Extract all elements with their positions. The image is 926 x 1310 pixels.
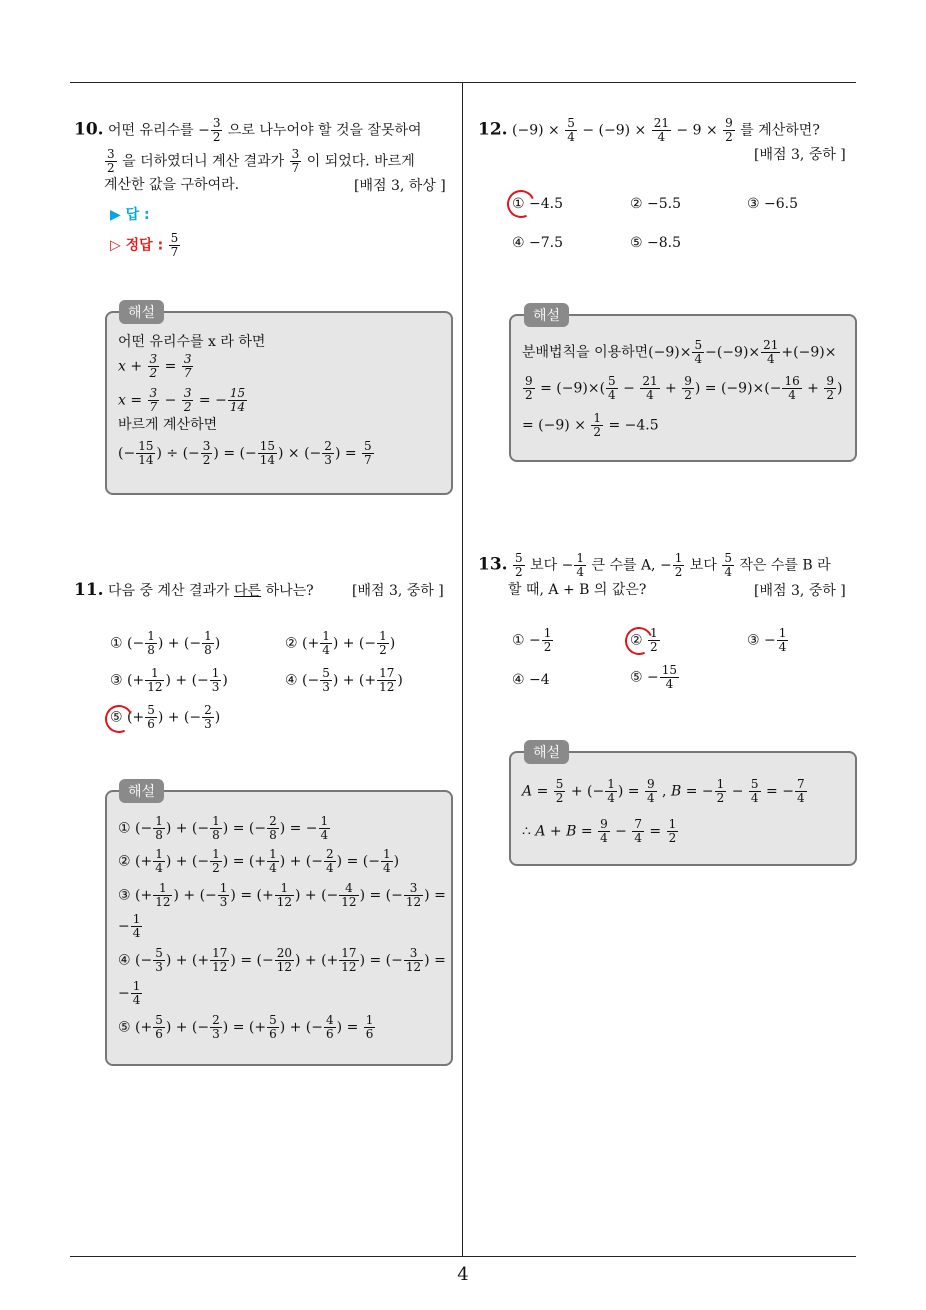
option-5[interactable]: ⑤ −8.5 [630,235,681,251]
option-3[interactable]: ③ −6.5 [747,196,798,212]
question-number: 11. [74,580,104,600]
fraction: $\frac{3}{7}$ [291,147,300,175]
page-number: 4 [457,1264,469,1285]
solution-tag: 해설 [524,303,569,327]
option-4[interactable]: ④ (− $\frac{5}{3}$ ) + (+ $\frac{17}{12}$ ) [285,666,403,694]
question-meta: [배점 3, 중하 ] [754,147,846,163]
option-1[interactable]: ① − $\frac{1}{2}$ [512,626,552,654]
bottom-rule [70,1256,856,1257]
top-rule [70,82,856,83]
option-4[interactable]: ④ −4 [512,672,550,688]
question-number: 12. [478,119,508,140]
option-4[interactable]: ④ −7.5 [512,235,563,251]
solution-box [509,751,857,866]
option-2[interactable]: ② (+ $\frac{1}{4}$ ) + (− $\frac{1}{2}$ ) [285,629,396,657]
question-number: 13. [478,554,508,575]
question-meta: [배점 3, 중하 ] [352,583,444,599]
solution-tag: 해설 [119,779,164,803]
option-2[interactable]: ② $\frac{1}{2}$ [630,626,658,654]
answer-label: ▶ 답 : [110,207,150,223]
option-3[interactable]: ③ − $\frac{1}{4}$ [747,626,787,654]
solution-tag: 해설 [524,740,569,764]
correct-answer-label: ▷ 정답 : [110,237,164,254]
fraction: $\frac{3}{2}$ [212,116,221,144]
option-3[interactable]: ③ (+ $\frac{1}{12}$ ) + (− $\frac{1}{3}$ ) [110,666,228,694]
option-5[interactable]: ⑤ (+ $\frac{5}{6}$ ) + (− $\frac{2}{3}$ ) [110,703,221,731]
option-2[interactable]: ② −5.5 [630,196,681,212]
option-5[interactable]: ⑤ − $\frac{15}{4}$ [630,663,678,691]
option-1[interactable]: ① (− $\frac{1}{8}$ ) + (− $\frac{1}{8}$ ) [110,629,221,657]
question-meta: [배점 3, 중하 ] [754,583,846,599]
question-meta: [배점 3, 하상 ] [354,178,446,194]
fraction: $\frac{3}{2}$ [107,147,115,175]
option-1[interactable]: ① −4.5 [512,196,563,212]
question-number: 10. [74,119,104,140]
column-divider [462,82,463,1256]
correct-answer: $\frac{5}{7}$ [170,231,179,259]
solution-tag: 해설 [119,300,164,324]
answer-circle-mark [503,186,539,222]
